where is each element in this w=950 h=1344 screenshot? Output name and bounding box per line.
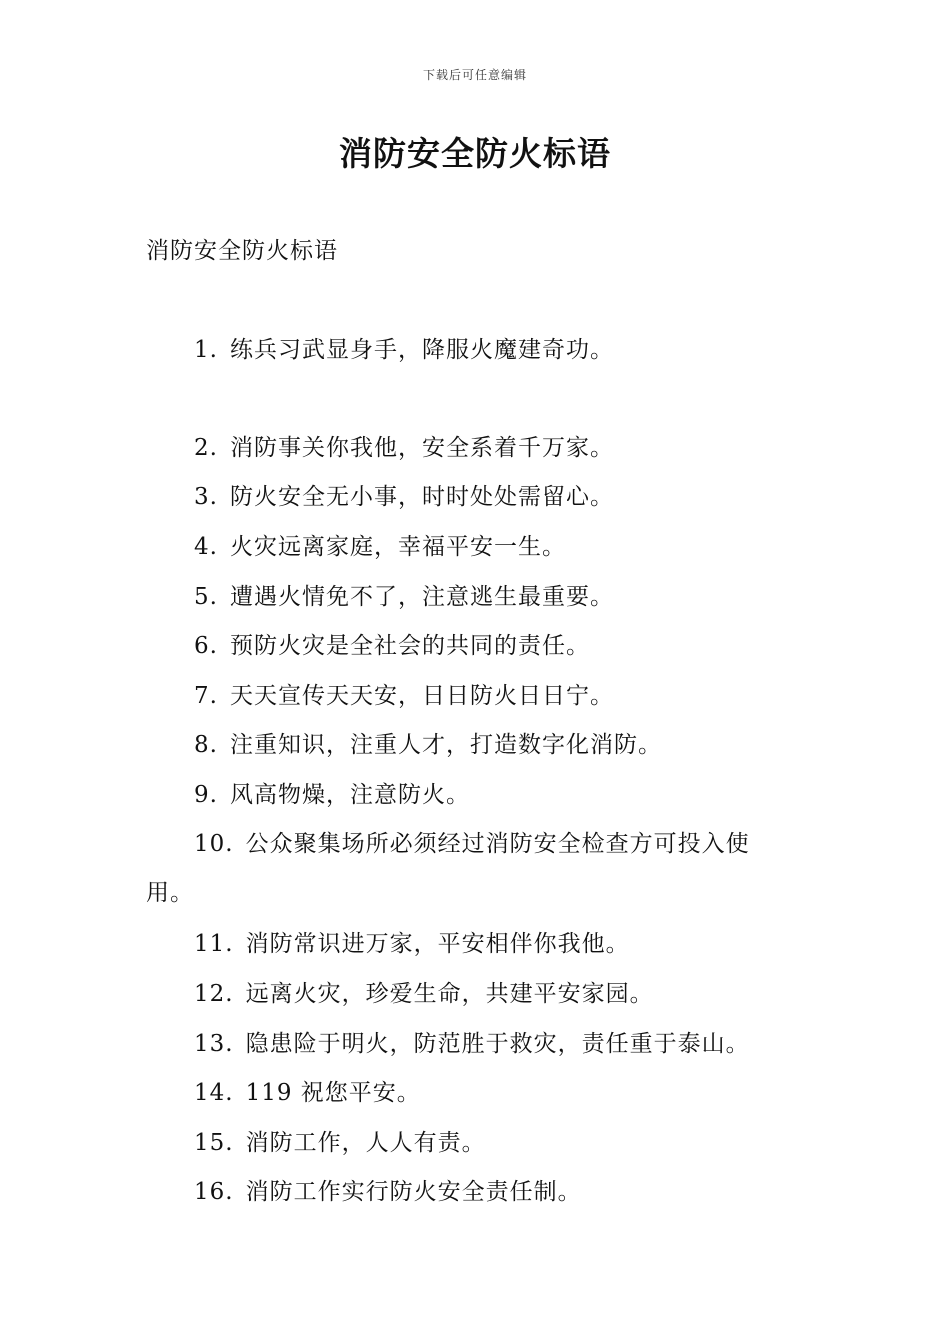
- list-item: [146, 771, 816, 820]
- item-text: 消防常识进万家，平安相伴你我他。: [245, 931, 630, 957]
- item-number: 10.: [194, 831, 234, 857]
- item-number: 7.: [194, 683, 218, 709]
- item-text: 隐患险于明火，防范胜于救灾，责任重于泰山。: [245, 1031, 750, 1057]
- item-number: 13.: [194, 1031, 234, 1057]
- item-text-continued: 用。: [146, 880, 194, 906]
- list-item: [146, 672, 816, 721]
- item-text: 火灾远离家庭，幸福平安一生。: [229, 534, 566, 560]
- item-text: 消防事关你我他，安全系着千万家。: [229, 435, 614, 461]
- item-number: 16.: [194, 1179, 234, 1205]
- item-text: 天天宣传天天安，日日防火日日宁。: [229, 683, 614, 709]
- list-item: [146, 1119, 816, 1168]
- list-item: [146, 1020, 816, 1069]
- document-title: 消防安全防火标语: [339, 134, 611, 173]
- item-number: 3.: [194, 484, 218, 510]
- list-item: [146, 970, 816, 1019]
- item-text: 消防工作，人人有责。: [245, 1130, 486, 1156]
- item-text: 注重知识，注重人才，打造数字化消防。: [229, 732, 662, 758]
- item-number: 12.: [194, 981, 234, 1007]
- item-text: 预防火灾是全社会的共同的责任。: [229, 633, 590, 659]
- list-item: [146, 473, 816, 522]
- item-number: 14.: [194, 1080, 234, 1106]
- item-number: 11.: [194, 931, 234, 957]
- item-text: 消防工作实行防火安全责任制。: [245, 1179, 582, 1205]
- item-number: 2.: [194, 435, 218, 461]
- list-item: [146, 820, 816, 918]
- item-number: 1.: [194, 337, 218, 363]
- list-item: [146, 573, 816, 622]
- list-item: [146, 721, 816, 770]
- item-number: 5.: [194, 584, 218, 610]
- item-number: 9.: [194, 782, 218, 808]
- item-text: 风高物燥，注意防火。: [229, 782, 470, 808]
- item-text: 119 祝您平安。: [245, 1080, 421, 1106]
- list-item: [146, 1069, 816, 1118]
- item-text: 远离火灾，珍爱生命，共建平安家园。: [245, 981, 654, 1007]
- item-number: 15.: [194, 1130, 234, 1156]
- item-number: 6.: [194, 633, 218, 659]
- item-text: 防火安全无小事，时时处处需留心。: [229, 484, 614, 510]
- document-subtitle: 消防安全防火标语: [146, 238, 338, 264]
- list-item: [146, 920, 816, 969]
- list-item: [146, 622, 816, 671]
- list-item: [146, 326, 816, 375]
- header-note: 下载后可任意编辑: [422, 68, 527, 82]
- list-item: [146, 1168, 816, 1217]
- item-number: 4.: [194, 534, 218, 560]
- item-text: 练兵习武显身手，降服火魔建奇功。: [229, 337, 614, 363]
- item-text: 公众聚集场所必须经过消防安全检查方可投入使: [245, 831, 750, 857]
- item-text: 遭遇火情免不了，注意逃生最重要。: [229, 584, 614, 610]
- item-number: 8.: [194, 732, 218, 758]
- list-item: [146, 523, 816, 572]
- list-item: [146, 424, 816, 473]
